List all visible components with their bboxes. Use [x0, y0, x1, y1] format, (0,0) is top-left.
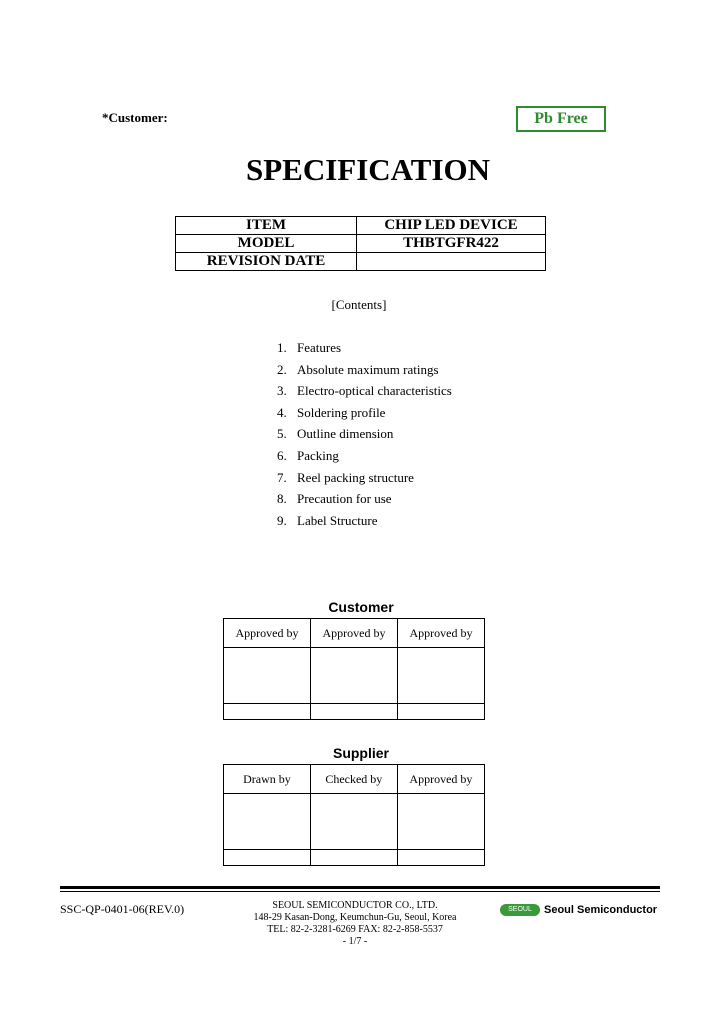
list-item: [277, 426, 452, 448]
pb-free-badge: Pb Free: [516, 106, 606, 132]
date-cell: [310, 850, 397, 866]
list-item-number: 3.: [277, 383, 287, 399]
list-item-number: 1.: [277, 340, 287, 355]
company-name: SEOUL SEMICONDUCTOR CO., LTD.: [272, 900, 438, 911]
list-item-label: Label Structure: [297, 512, 378, 528]
table-header-cell: Approved by: [397, 765, 484, 794]
company-address: 148-29 Kasan-Dong, Keumchun-Gu, Seoul, Korea: [253, 912, 457, 923]
spec-key: MODEL: [176, 235, 357, 253]
table-header-row: [224, 765, 485, 794]
date-row: [224, 704, 485, 720]
date-cell: [397, 850, 484, 866]
spec-row-model: [176, 235, 546, 253]
list-item: [277, 491, 452, 513]
list-item-number: 6.: [277, 447, 287, 463]
list-item-number: 7.: [277, 469, 287, 485]
list-item: [277, 362, 452, 384]
date-cell: [224, 850, 311, 866]
list-item-label: Soldering profile: [297, 404, 386, 420]
logo-text: Seoul Semiconductor: [544, 904, 658, 917]
table-header-row: [224, 619, 485, 648]
spec-value: [357, 253, 546, 271]
table-header-cell: Approved by: [224, 619, 311, 648]
table-header-cell: Drawn by: [224, 765, 311, 794]
supplier-approval-table: [223, 764, 485, 866]
signature-cell: [224, 794, 311, 850]
footer-divider-thin: [60, 891, 660, 892]
spec-table: [175, 216, 546, 271]
list-item-number: 8.: [277, 491, 287, 507]
spec-row-revision-date: [176, 253, 546, 271]
list-item-label: Electro-optical characteristics: [297, 383, 452, 399]
company-logo: [500, 901, 657, 919]
list-item: [277, 513, 452, 535]
page-title: SPECIFICATION: [245, 152, 491, 187]
contents-title: [Contents]: [331, 297, 387, 312]
signature-cell: [398, 648, 485, 704]
customer-label: *Customer:: [102, 110, 168, 125]
spec-key: ITEM: [176, 217, 357, 235]
signature-cell: [224, 648, 311, 704]
spec-row-item: [176, 217, 546, 235]
list-item-label: Reel packing structure: [297, 469, 414, 485]
list-item: [277, 470, 452, 492]
table-header-cell: Approved by: [398, 619, 485, 648]
date-row: [224, 850, 485, 866]
signature-cell: [311, 648, 398, 704]
list-item-number: 4.: [277, 404, 287, 420]
document-code: SSC-QP-0401-06(REV.0): [60, 902, 185, 916]
supplier-section-title: Supplier: [332, 745, 389, 761]
customer-approval-table: [223, 618, 485, 720]
signature-cell: [397, 794, 484, 850]
list-item: [277, 340, 452, 362]
list-item-label: Precaution for use: [297, 491, 392, 507]
spec-value: CHIP LED DEVICE: [357, 217, 546, 235]
list-item-number: 5.: [277, 426, 287, 442]
list-item-label: Absolute maximum ratings: [297, 361, 439, 377]
list-item-label: Packing: [297, 447, 339, 463]
list-item-label: Features: [297, 340, 342, 355]
list-item: [277, 405, 452, 427]
list-item-label: Outline dimension: [297, 426, 394, 442]
signature-row: [224, 648, 485, 704]
contents-list: [277, 340, 452, 534]
page-number: - 1/7 -: [342, 936, 368, 947]
seoul-logo-icon: SEOUL: [500, 904, 540, 916]
date-cell: [311, 704, 398, 720]
spec-key: REVISION DATE: [176, 253, 357, 271]
date-cell: [398, 704, 485, 720]
spec-value: THBTGFR422: [357, 235, 546, 253]
table-header-cell: Checked by: [310, 765, 397, 794]
list-item-number: 9.: [277, 512, 287, 528]
list-item: [277, 448, 452, 470]
table-header-cell: Approved by: [311, 619, 398, 648]
signature-cell: [310, 794, 397, 850]
customer-section-title: Customer: [328, 599, 394, 615]
list-item-number: 2.: [277, 361, 287, 377]
footer-divider-thick: [60, 886, 660, 889]
date-cell: [224, 704, 311, 720]
company-phone-fax: TEL: 82-2-3281-6269 FAX: 82-2-858-5537: [267, 924, 443, 935]
signature-row: [224, 794, 485, 850]
list-item: [277, 383, 452, 405]
